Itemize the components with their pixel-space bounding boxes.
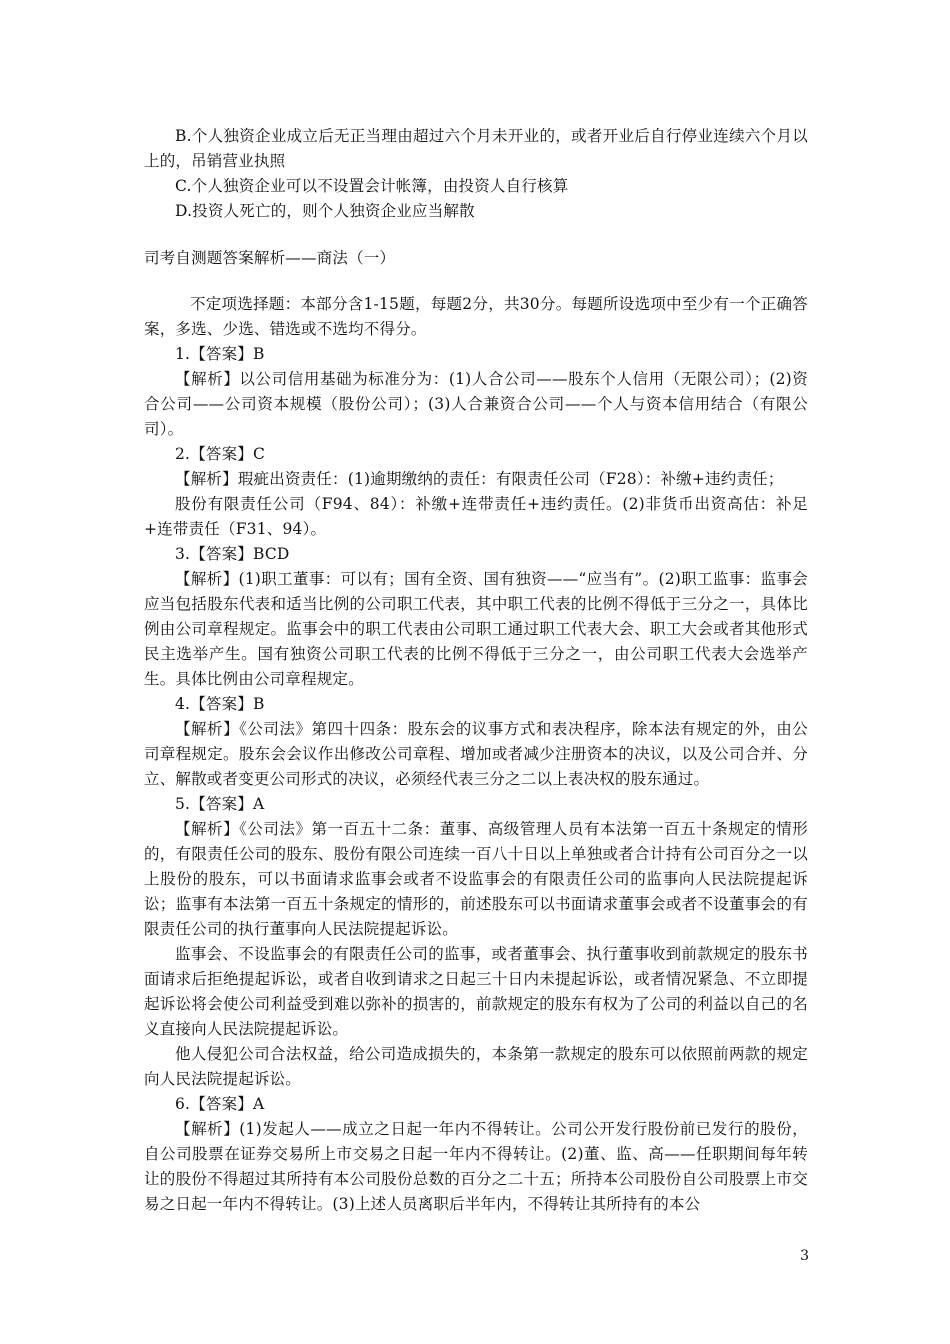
answer-6: 6.【答案】A (175, 1095, 265, 1113)
analysis-6: 【解析】(1)发起人——成立之日起一年内不得转让。公司公开发行股份前已发行的股份，自公司股票在证券交易所上市交易之日起一年内不得转让。(2)董、监、高——任职期间每年转让的股份不得超过其所持有本公司股份总数的百分之二十五；所持本公司股份自公司股票上市交易之日起一年内不得转让。(3)上述人员离职后半年内，不得转让其所持有的本公 (144, 1120, 808, 1213)
analysis-4: 【解析】《公司法》第四十四条：股东会的议事方式和表决程序，除本法有规定的外，由公司章程规定。股东会会议作出修改公司章程、增加或者减少注册资本的决议，以及公司合并、分立、解散或者变更公司形式的决议，必须经代表三分之二以上表决权的股东通过。 (144, 720, 808, 788)
option-b: B.个人独资企业成立后无正当理由超过六个月未开业的，或者开业后自行停业连续六个月以上的，吊销营业执照 (144, 127, 808, 170)
section-title: 司考自测题答案解析——商法（一） (144, 249, 396, 267)
page-content (144, 124, 808, 1217)
answer-3: 3.【答案】BCD (175, 545, 290, 563)
analysis-5-para-3: 他人侵犯公司合法权益，给公司造成损失的，本条第一款规定的股东可以依照前两款的规定向人民法院提起诉讼。 (144, 1045, 808, 1088)
answer-4: 4.【答案】B (175, 695, 265, 713)
page-number: 3 (800, 1248, 809, 1264)
option-d: D.投资人死亡的，则个人独资企业应当解散 (175, 202, 475, 220)
answer-5: 5.【答案】A (175, 795, 265, 813)
analysis-3: 【解析】(1)职工董事：可以有；国有全资、国有独资——“应当有”。(2)职工监事：监事会应当包括股东代表和适当比例的公司职工代表，其中职工代表的比例不得低于三分之一，具体比例由公司章程规定。监事会中的职工代表由公司职工通过职工代表大会、职工大会或者其他形式民主选举产生。国有独资公司职工代表的比例不得低于三分之一，由公司职工代表大会选举产生。具体比例由公司章程规定。 (144, 570, 808, 688)
analysis-5: 【解析】《公司法》第一百五十二条：董事、高级管理人员有本法第一百五十条规定的情形的，有限责任公司的股东、股份有限公司连续一百八十日以上单独或者合计持有公司百分之一以上股份的股东，可以书面请求监事会或者不设监事会的有限责任公司的监事向人民法院提起诉讼；监事有本法第一百五十条规定的情形的，前述股东可以书面请求董事会或者不设董事会的有限责任公司的执行董事向人民法院提起诉讼。 (144, 820, 808, 938)
answer-1: 1.【答案】B (175, 345, 265, 363)
intro-paragraph: 不定项选择题：本部分含1-15题，每题2分，共30分。每题所设选项中至少有一个正确答案，多选、少选、错选或不选均不得分。 (144, 295, 808, 338)
option-c: C.个人独资企业可以不设置会计帐簿，由投资人自行核算 (175, 177, 569, 195)
answer-2: 2.【答案】C (175, 445, 266, 463)
analysis-5-para-2: 监事会、不设监事会的有限责任公司的监事，或者董事会、执行董事收到前款规定的股东书面请求后拒绝提起诉讼，或者自收到请求之日起三十日内未提起诉讼，或者情况紧急、不立即提起诉讼将会使公司利益受到难以弥补的损害的，前款规定的股东有权为了公司的利益以自己的名义直接向人民法院提起诉讼。 (144, 945, 808, 1038)
analysis-1: 【解析】以公司信用基础为标准分为：(1)人合公司——股东个人信用（无限公司）；(2)资合公司——公司资本规模（股份公司）；(3)人合兼资合公司——个人与资本信用结合（有限公司）。 (144, 370, 808, 438)
answer-list (144, 342, 808, 1217)
analysis-2-cont: 股份有限责任公司（F94、84）：补缴+连带责任+违约责任。(2)非货币出资高估：补足+连带责任（F31、94）。 (144, 495, 808, 538)
analysis-2: 【解析】瑕疵出资责任：(1)逾期缴纳的责任：有限责任公司（F28）：补缴+违约责任； (175, 470, 784, 488)
